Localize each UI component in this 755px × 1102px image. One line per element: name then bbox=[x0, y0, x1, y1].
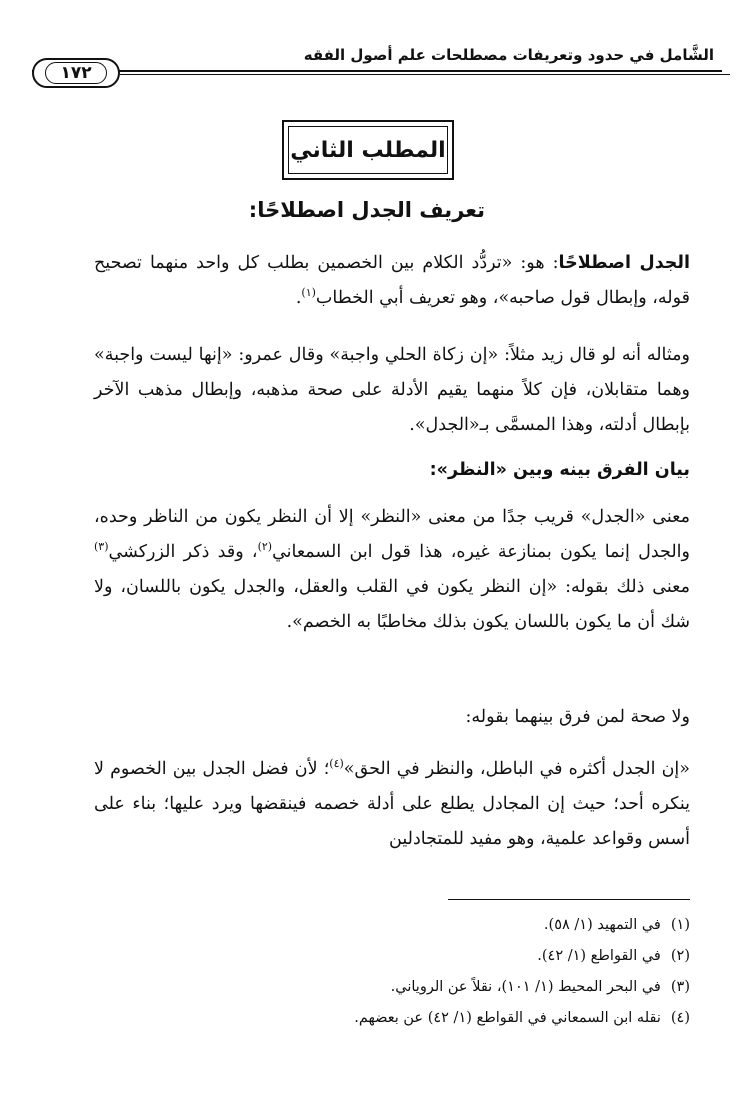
footnote-item bbox=[70, 910, 690, 941]
paragraph-text: معنى «الجدل» قريب جدًا من معنى «النظر» إلا أن النظر يكون من الناظر وحده، والجدل إنما يكون بمنازعة غيره، هذا قول ابن السمعاني bbox=[94, 507, 690, 562]
paragraph-example: ومثاله أنه لو قال زيد مثلاً: «إن زكاة الحلي واجبة» وقال عمرو: «إنها ليست واجبة» وهما متقابلان، فإن كلاً منهما يقيم الأدلة على صحة مذهبه، وإبطال مذهب الآخر بإبطال أدلته، وهذا المسمَّى بـ«الجدل». bbox=[94, 345, 690, 435]
footnote-separator bbox=[448, 899, 690, 900]
paragraph-difference bbox=[94, 500, 690, 640]
footnote-ref-4[interactable]: (٤) bbox=[329, 757, 344, 771]
paragraph-end: . bbox=[295, 288, 302, 308]
footnote-text: في التمهيد (١/ ٥٨). bbox=[543, 917, 661, 933]
section-title: المطلب الثاني bbox=[290, 137, 446, 163]
paragraph-definition bbox=[94, 246, 690, 316]
footnote-item bbox=[70, 972, 690, 1003]
header-rule bbox=[32, 70, 722, 72]
paragraph-text: معنى ذلك بقوله: «إن النظر يكون في القلب والعقل، والجدل يكون باللسان، ولا شك أن ما يكون باللسان يكون بذلك مخاطبًا به الخصم». bbox=[94, 577, 690, 632]
footnote-item bbox=[70, 941, 690, 972]
footnote-number: (٢) bbox=[670, 948, 690, 964]
page-number: ١٧٢ bbox=[45, 62, 106, 84]
footnote-text: نقله ابن السمعاني في القواطع (١/ ٤٢) عن بعضهم. bbox=[354, 1010, 661, 1026]
footnote-text: في القواطع (١/ ٤٢). bbox=[537, 948, 661, 964]
footnote-ref-1[interactable]: (١) bbox=[301, 286, 316, 300]
definition-heading: تعريف الجدل اصطلاحًا: bbox=[248, 198, 485, 222]
footnote-item bbox=[70, 1003, 690, 1034]
footnote-number: (٣) bbox=[670, 979, 690, 995]
section-title-frame bbox=[282, 120, 454, 180]
footnote-ref-2[interactable]: (٢) bbox=[257, 540, 273, 554]
paragraph-text: ؛ لأن فضل الجدل بين الخصوم لا ينكره أحد؛ حيث إن المجادل يطلع على أدلة خصمه فينقضها ويرد عليها؛ بناء على أسس وقواعد علمية، وهو مفيد للمتجادلين bbox=[94, 759, 690, 849]
footnote-number: (٤) bbox=[670, 1010, 690, 1026]
footnote-text: في البحر المحيط (١/ ١٠١)، نقلاً عن الروياني. bbox=[390, 979, 661, 995]
paragraph-text: ، وقد ذكر الزركشي bbox=[108, 542, 258, 562]
page-number-badge bbox=[32, 58, 120, 88]
page-header bbox=[32, 46, 722, 92]
paragraph-rebuttal bbox=[94, 752, 690, 857]
paragraph-rebuttal-intro: ولا صحة لمن فرق بينهما بقوله: bbox=[465, 707, 690, 727]
defined-term: الجدل اصطلاحًا bbox=[558, 253, 690, 273]
running-title: الشَّامل في حدود وتعريفات مصطلحات علم أصول الفقه bbox=[303, 46, 714, 64]
difference-heading: بيان الفرق بينه وبين «النظر»: bbox=[429, 460, 690, 480]
footnote-ref-3[interactable]: (٣) bbox=[94, 540, 109, 554]
paragraph-text: : هو: «تردُّد الكلام بين الخصمين بطلب كل واحد منهما تصحيح قوله، وإبطال قول صاحبه»، وهو تعريف أبي الخطاب bbox=[94, 253, 690, 308]
header-rule-thin bbox=[120, 74, 730, 75]
footnotes bbox=[70, 910, 690, 1034]
paragraph-text: «إن الجدل أكثره في الباطل، والنظر في الحق» bbox=[343, 759, 690, 779]
footnote-number: (١) bbox=[670, 917, 690, 933]
